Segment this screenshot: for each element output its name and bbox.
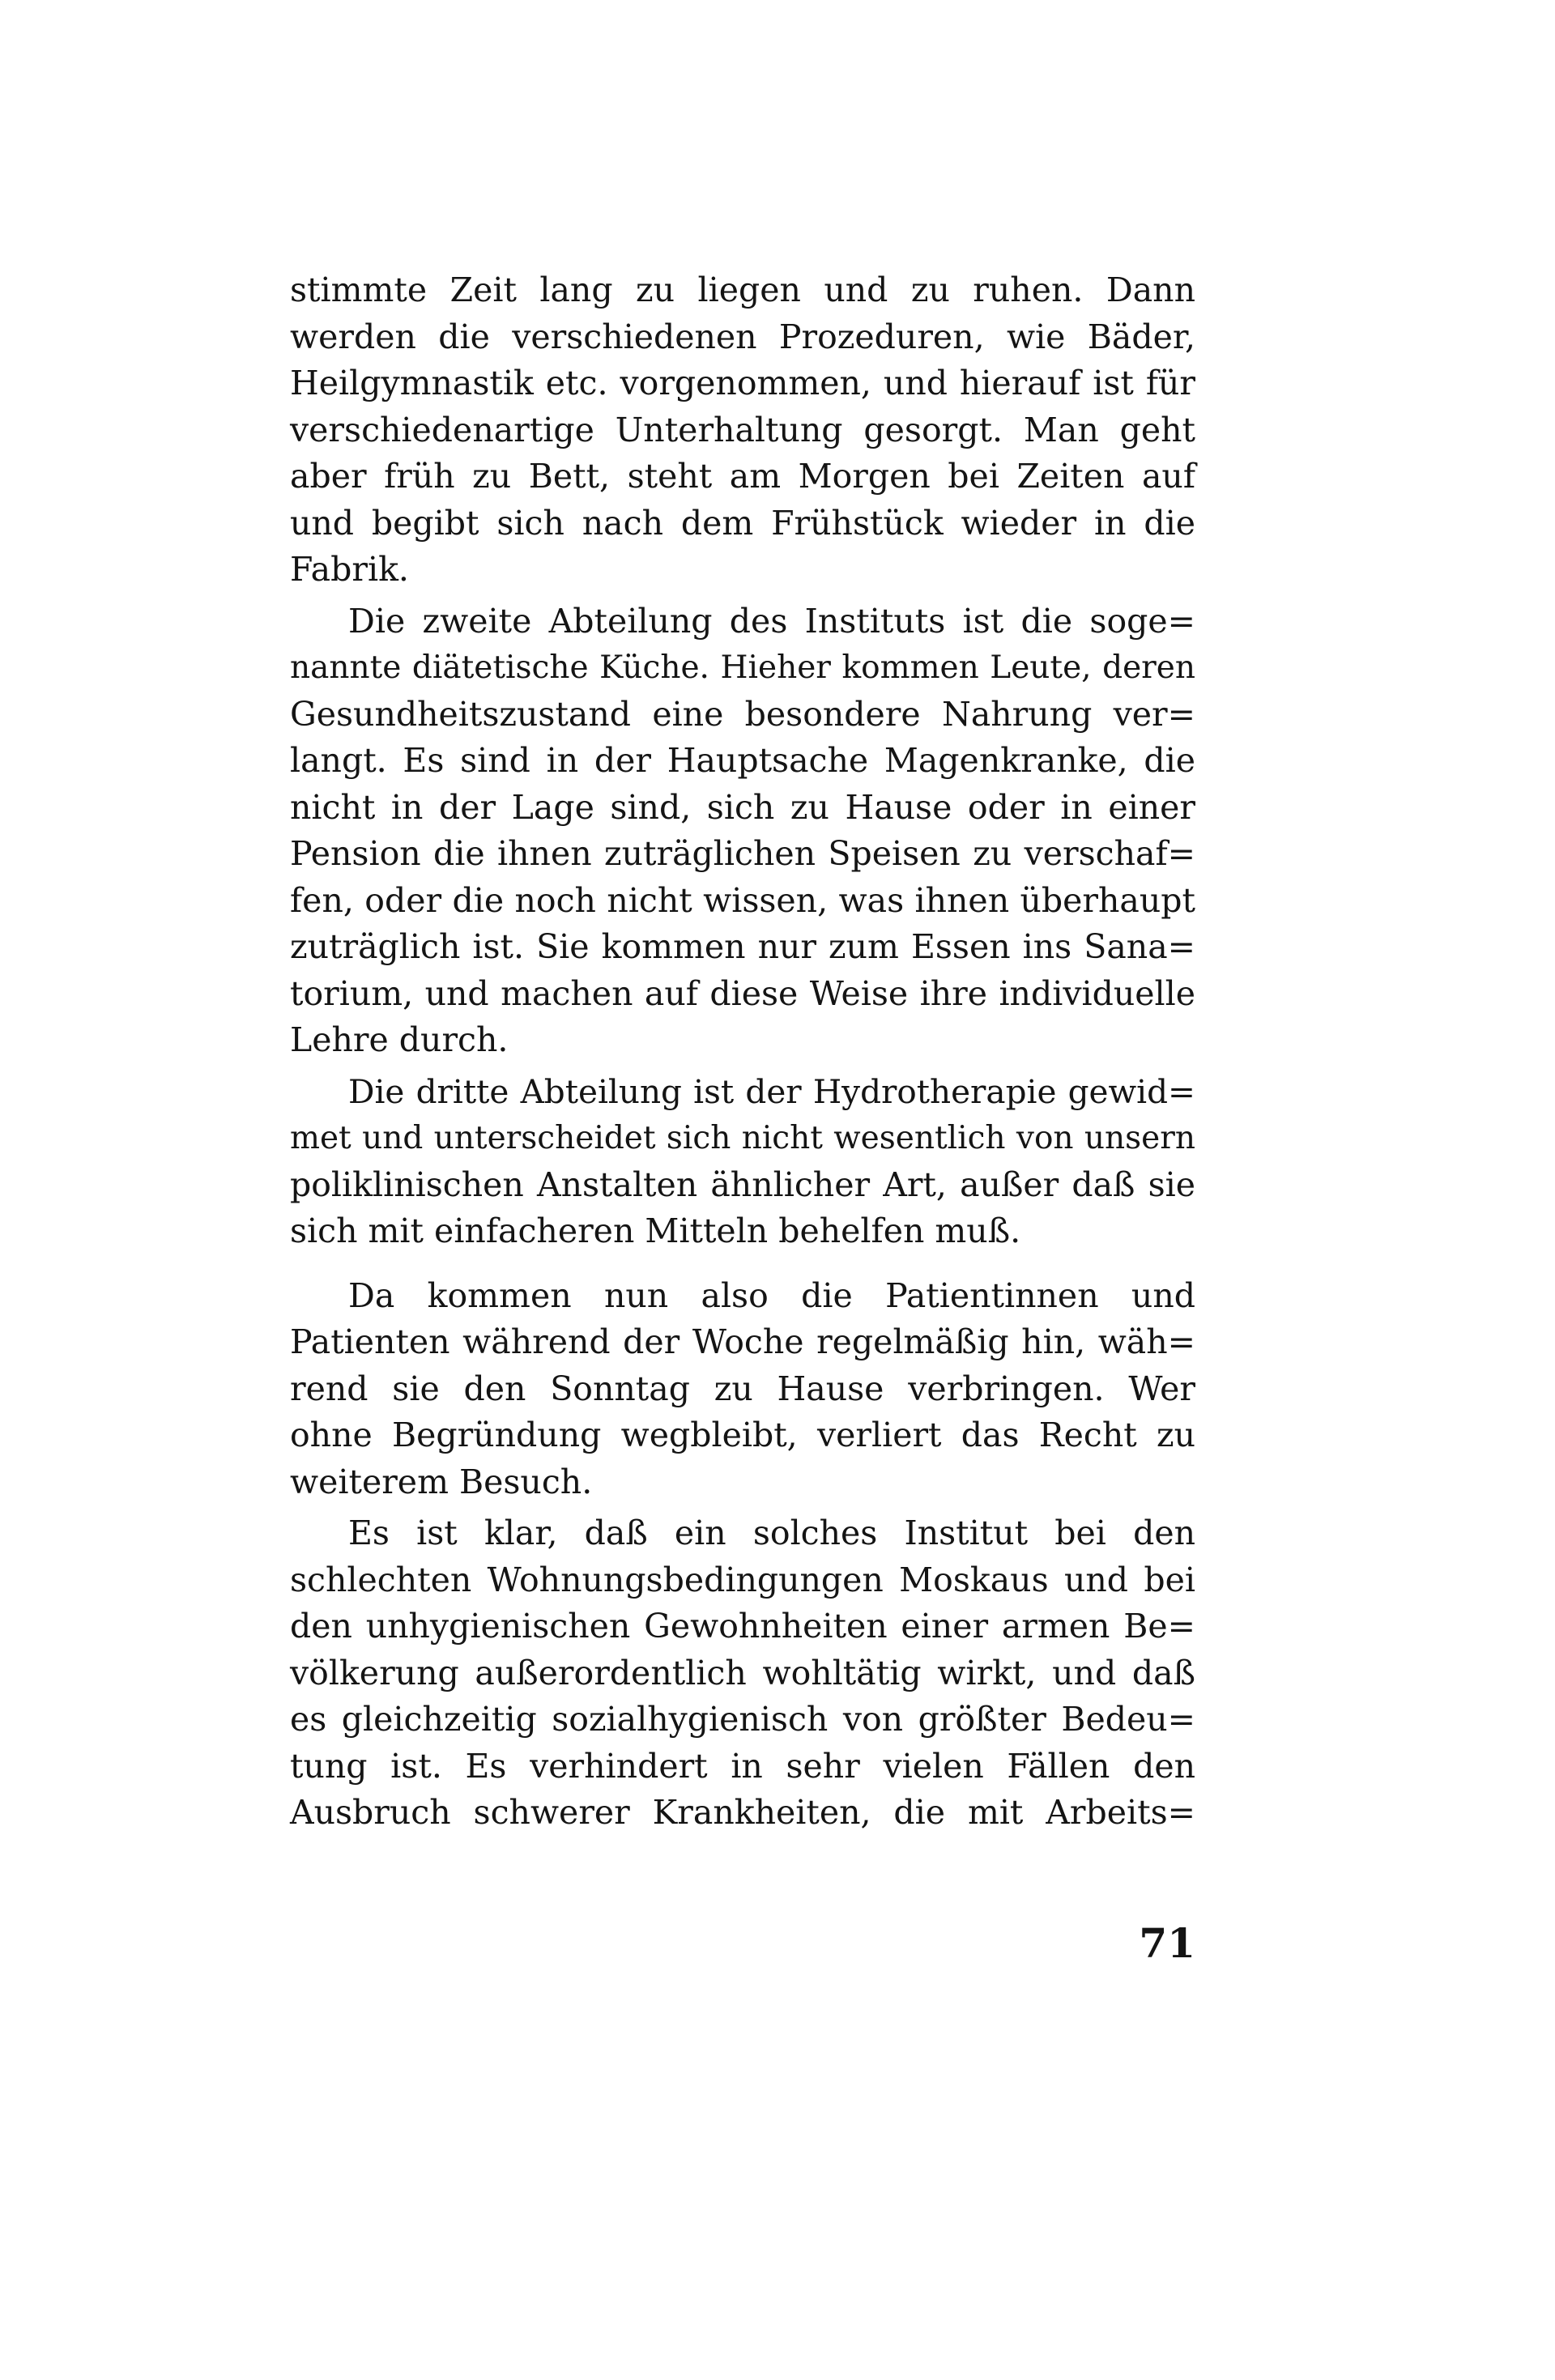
text-line: und begibt sich nach dem Frühstück wieder in die <box>290 503 1195 543</box>
text-line: rend sie den Sonntag zu Hause verbringen. Wer <box>290 1369 1195 1408</box>
paragraph <box>290 1273 1195 1506</box>
text-line: Ausbruch schwerer Krankheiten, die mit Arbeits= <box>290 1793 1195 1832</box>
text-line: poliklinischen Anstalten ähnlicher Art, außer daß sie <box>290 1164 1195 1204</box>
text-line: ohne Begründung wegbleibt, verliert das Recht zu <box>290 1416 1195 1454</box>
text-line: Die dritte Abteilung ist der Hydrotherapie gewid= <box>348 1071 1195 1111</box>
text-line: torium, und machen auf diese Weise ihre individuelle <box>290 973 1195 1013</box>
text-line: stimmte Zeit lang zu liegen und zu ruhen. Dann <box>290 270 1195 309</box>
text-line: Lehre durch. <box>290 1020 509 1059</box>
text-line: es gleichzeitig sozialhygienisch von größter Bedeu= <box>290 1700 1195 1739</box>
text-line: langt. Es sind in der Hauptsache Magenkranke, die <box>290 741 1195 780</box>
page-number: 71 <box>1139 1919 1195 1967</box>
text-line: aber früh zu Bett, steht am Morgen bei Zeiten auf <box>290 457 1195 496</box>
text-line: tung ist. Es verhindert in sehr vielen Fällen den <box>290 1746 1195 1786</box>
text-line: sich mit einfacheren Mitteln behelfen muß. <box>290 1211 1021 1250</box>
text-line: Es ist klar, daß ein solches Institut bei den <box>348 1514 1195 1552</box>
body-text <box>290 267 1195 1837</box>
text-line: nannte diätetische Küche. Hieher kommen Leute, deren <box>290 649 1195 686</box>
text-line: fen, oder die noch nicht wissen, was ihnen überhaupt <box>290 880 1195 920</box>
text-line: völkerung außerordentlich wohltätig wirkt, und daß <box>290 1653 1195 1692</box>
text-line: Fabrik. <box>290 550 409 589</box>
paragraph <box>290 267 1195 594</box>
text-line: verschiedenartige Unterhaltung gesorgt. Man geht <box>290 410 1195 449</box>
text-line: zuträglich ist. Sie kommen nur zum Essen ins Sana= <box>290 927 1195 966</box>
text-line: werden die verschiedenen Prozeduren, wie Bäder, <box>290 317 1195 356</box>
text-line: Da kommen nun also die Patientinnen und <box>348 1275 1195 1315</box>
text-line: Pension die ihnen zuträglichen Speisen zu verschaf= <box>290 834 1195 873</box>
text-line: nicht in der Lage sind, sich zu Hause oder in einer <box>290 787 1195 827</box>
paragraph <box>290 1510 1195 1837</box>
paragraph <box>290 598 1195 1064</box>
text-line: den unhygienischen Gewohnheiten einer armen Be= <box>290 1607 1195 1646</box>
text-line: Gesundheitszustand eine besondere Nahrung ver= <box>290 694 1195 734</box>
text-line: Die zweite Abteilung des Instituts ist die soge= <box>348 601 1195 641</box>
text-line: schlechten Wohnungsbedingungen Moskaus und bei <box>290 1560 1195 1599</box>
text-line: weiterem Besuch. <box>290 1462 593 1501</box>
text-line: Heilgymnastik etc. vorgenommen, und hierauf ist für <box>290 364 1195 402</box>
paragraph <box>290 1069 1195 1255</box>
text-line: Patienten während der Woche regelmäßig hin, wäh= <box>290 1322 1195 1361</box>
text-line: met und unterscheidet sich nicht wesentlich von unsern <box>290 1120 1195 1156</box>
